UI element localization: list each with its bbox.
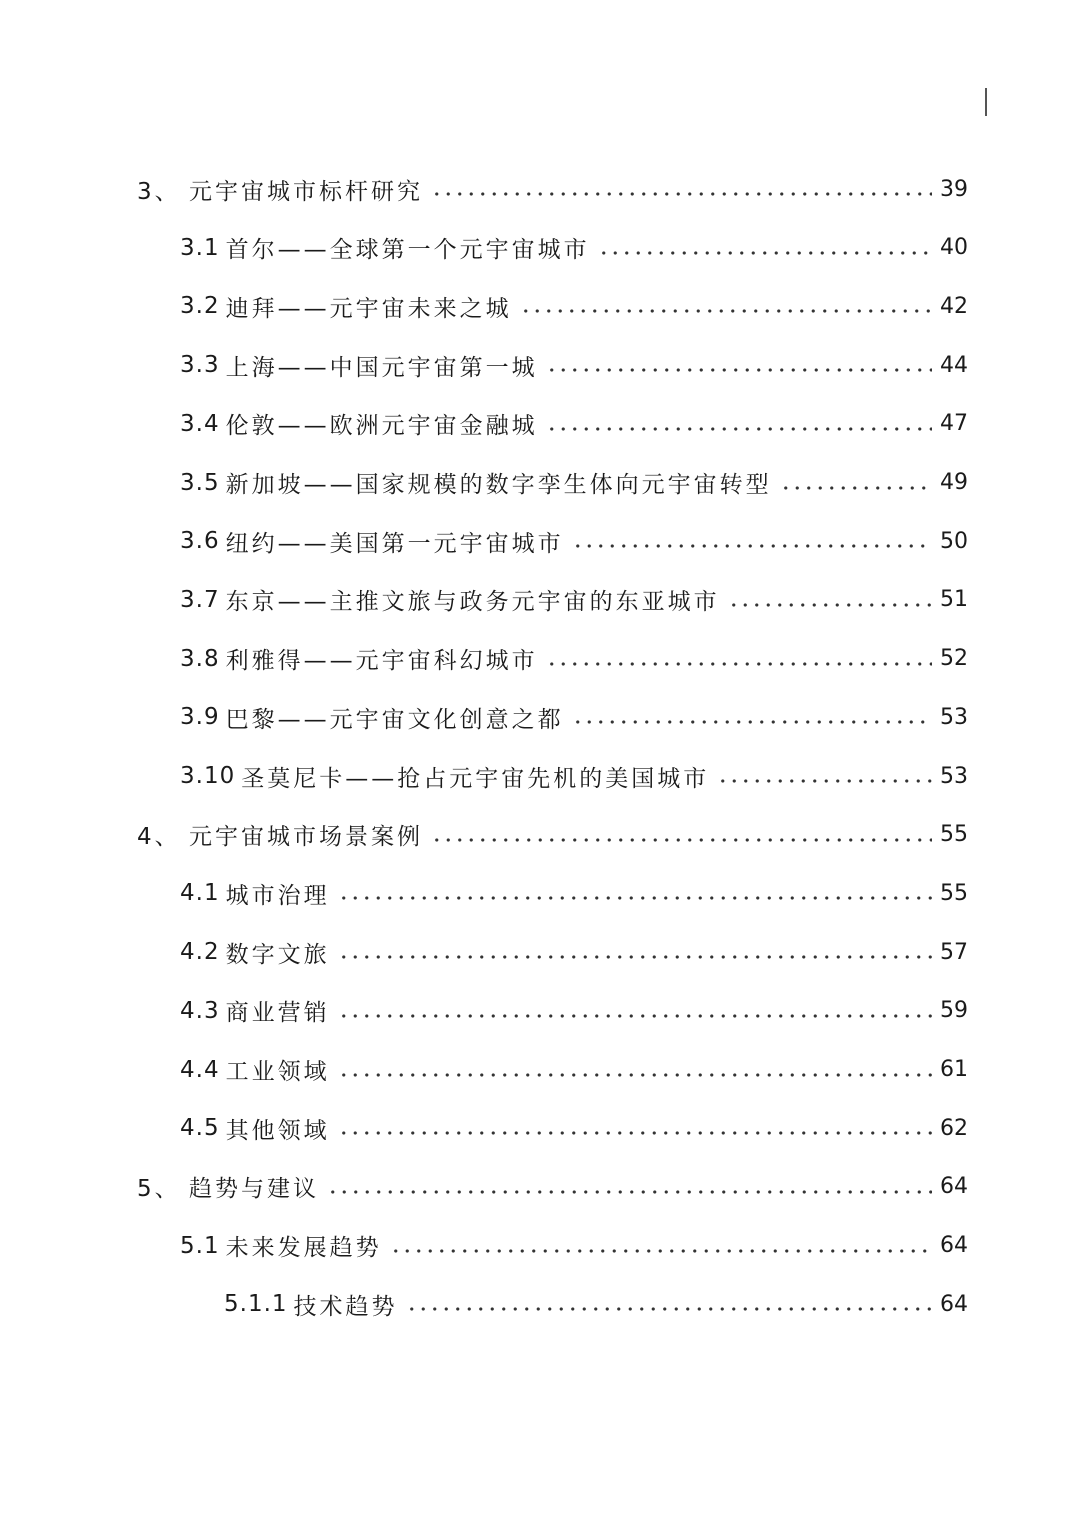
toc-entry-title: 迪拜——元宇宙未来之城 <box>225 295 512 322</box>
toc-entry-title: 巴黎——元宇宙文化创意之都 <box>225 706 564 733</box>
toc-entry-page: 40 <box>940 235 968 261</box>
dot-leader <box>572 720 932 724</box>
toc-entry-page: 55 <box>940 880 968 906</box>
toc-entry-page: 53 <box>940 763 968 789</box>
toc-entry-page: 44 <box>940 352 968 378</box>
dot-leader <box>717 779 932 783</box>
dot-leader <box>546 662 932 666</box>
toc-entry-3-8[interactable] <box>180 630 968 688</box>
toc-entry-4-3[interactable] <box>180 982 968 1040</box>
toc-entry-page: 53 <box>940 704 968 730</box>
toc-entry-number: 5.1 <box>180 1232 220 1259</box>
toc-entry-number: 3.9 <box>180 704 220 731</box>
toc-entry-number: 3.3 <box>180 352 220 379</box>
toc-entry-3-9[interactable] <box>180 688 968 746</box>
page-header-marker <box>985 88 987 116</box>
toc-entry-3-10[interactable] <box>180 747 968 805</box>
dot-leader <box>780 486 932 490</box>
toc-entry-page: 64 <box>940 1174 968 1200</box>
toc-entry-4-2[interactable] <box>180 923 968 981</box>
toc-entry-4-1[interactable] <box>180 864 968 922</box>
toc-entry-title: 数字文旅 <box>225 941 330 968</box>
toc-entry-number: 4.4 <box>180 1056 220 1083</box>
toc-entry-3-4[interactable] <box>180 395 968 453</box>
dot-leader <box>546 368 932 372</box>
toc-entry-title: 技术趋势 <box>293 1293 398 1320</box>
dot-leader <box>431 838 932 842</box>
toc-entry-number: 3.1 <box>180 234 220 261</box>
dot-leader <box>338 1131 932 1135</box>
dot-leader <box>338 955 932 959</box>
toc-entry-page: 59 <box>940 998 968 1024</box>
toc-entry-number: 4.1 <box>180 880 220 907</box>
toc-entry-page: 55 <box>940 822 968 848</box>
toc-entry-title: 未来发展趋势 <box>225 1235 382 1262</box>
toc-entry-number: 3.2 <box>180 293 220 320</box>
dot-leader <box>338 1073 932 1077</box>
toc-entry-title: 商业营销 <box>225 1000 330 1027</box>
toc-entry-title: 元宇宙城市标杆研究 <box>189 178 423 205</box>
toc-entry-title: 圣莫尼卡——抢占元宇宙先机的美国城市 <box>241 765 710 792</box>
toc-entry-page: 42 <box>940 293 968 319</box>
toc-entry-title: 伦敦——欧洲元宇宙金融城 <box>225 413 538 440</box>
toc-entry-number: 4.5 <box>180 1115 220 1142</box>
toc-entry-page: 57 <box>940 939 968 965</box>
dot-leader <box>546 427 932 431</box>
toc-entry-number: 5、 <box>137 1176 181 1203</box>
toc-entry-number: 3.8 <box>180 645 220 672</box>
toc-entry-number: 3.7 <box>180 586 220 613</box>
toc-entry-title: 纽约——美国第一元宇宙城市 <box>225 530 564 557</box>
dot-leader <box>338 1014 932 1018</box>
toc-entry-3-5[interactable] <box>180 454 968 512</box>
toc-entry-number: 5.1.1 <box>224 1291 288 1318</box>
toc-entry-title: 上海——中国元宇宙第一城 <box>225 354 538 381</box>
toc-entry-4-4[interactable] <box>180 1041 968 1099</box>
dot-leader <box>520 309 932 313</box>
toc-entry-4[interactable] <box>137 806 968 864</box>
toc-entry-title: 新加坡——国家规模的数字孪生体向元宇宙转型 <box>225 472 772 498</box>
toc-entry-title: 首尔——全球第一个元宇宙城市 <box>225 237 590 264</box>
toc-entry-number: 4、 <box>137 824 181 851</box>
toc-entry-3-3[interactable] <box>180 336 968 394</box>
toc-entry-page: 47 <box>940 411 968 437</box>
toc-entry-5[interactable] <box>137 1158 968 1216</box>
toc-entry-title: 趋势与建议 <box>189 1176 319 1203</box>
toc-entry-number: 3、 <box>137 178 181 205</box>
toc-entry-3-6[interactable] <box>180 512 968 570</box>
toc-entry-5-1-1[interactable] <box>224 1275 968 1333</box>
toc-entry-page: 49 <box>940 470 968 495</box>
toc-entry-title: 东京——主推文旅与政务元宇宙的东亚城市 <box>225 589 720 616</box>
toc-entry-title: 工业领域 <box>225 1059 330 1085</box>
toc-entry-5-1[interactable] <box>180 1217 968 1275</box>
toc-entry-number: 3.5 <box>180 469 220 496</box>
dot-leader <box>406 1307 932 1311</box>
dot-leader <box>327 1190 932 1194</box>
toc-entry-3-2[interactable] <box>180 277 968 335</box>
toc-entry-number: 4.2 <box>180 939 220 966</box>
toc-entry-number: 3.6 <box>180 528 220 555</box>
dot-leader <box>598 251 932 255</box>
toc-entry-page: 64 <box>940 1233 968 1259</box>
dot-leader <box>572 544 932 548</box>
toc-entry-page: 50 <box>940 528 968 554</box>
toc-entry-3[interactable] <box>137 160 968 218</box>
toc-entry-number: 3.10 <box>180 763 236 789</box>
toc-entry-title: 元宇宙城市场景案例 <box>189 824 423 851</box>
dot-leader <box>728 603 932 607</box>
toc-entry-page: 62 <box>940 1115 968 1141</box>
dot-leader <box>390 1249 932 1253</box>
toc-entry-title: 利雅得——元宇宙科幻城市 <box>225 648 538 675</box>
dot-leader <box>338 896 932 900</box>
dot-leader <box>431 192 932 196</box>
toc-entry-3-1[interactable] <box>180 219 968 277</box>
toc-entry-page: 64 <box>940 1291 968 1317</box>
toc-entry-page: 61 <box>940 1057 968 1082</box>
toc-entry-title: 其他领域 <box>225 1117 330 1144</box>
toc-entry-page: 51 <box>940 587 968 613</box>
toc-entry-page: 39 <box>940 176 968 202</box>
toc-entry-page: 52 <box>940 646 968 672</box>
toc-entry-number: 4.3 <box>180 997 220 1024</box>
toc-entry-number: 3.4 <box>180 410 220 437</box>
toc-entry-title: 城市治理 <box>225 882 330 909</box>
toc-entry-4-5[interactable] <box>180 1099 968 1157</box>
toc-entry-3-7[interactable] <box>180 571 968 629</box>
